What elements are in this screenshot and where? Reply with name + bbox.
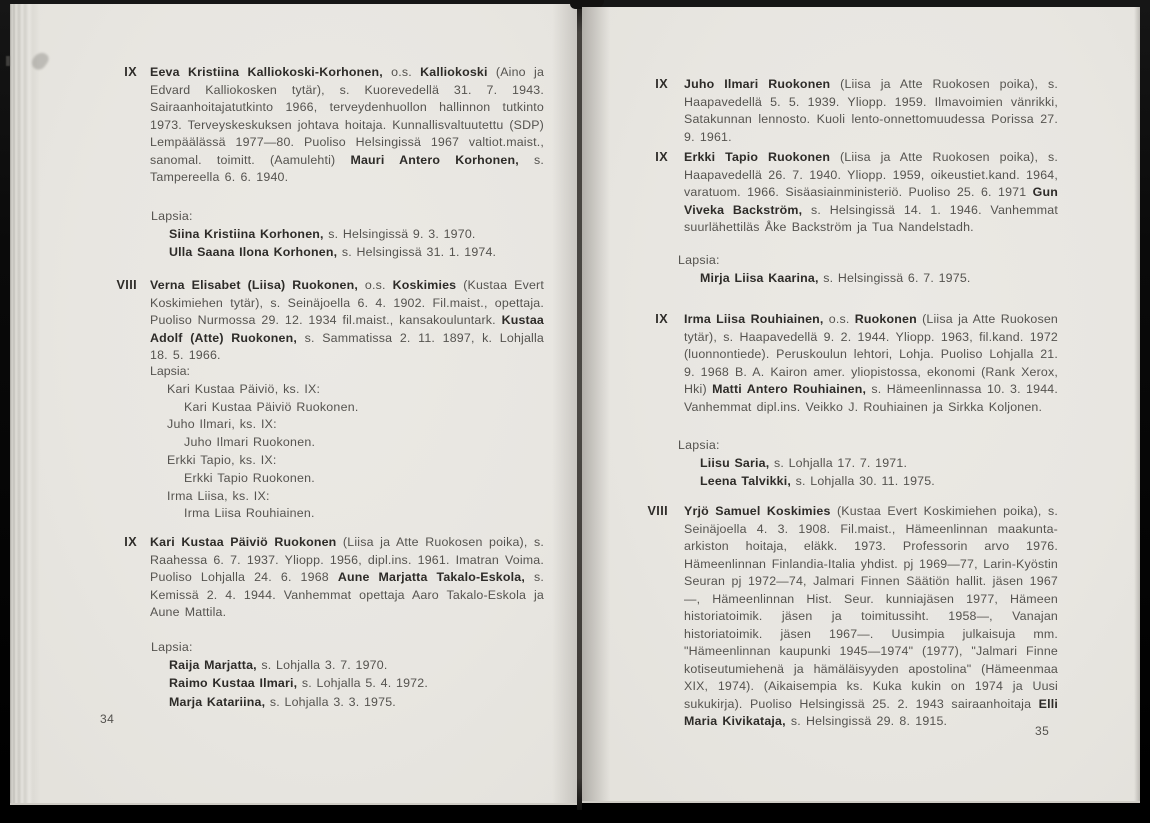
children-reference-section [150,363,554,523]
generation-numeral: IX [655,77,668,91]
entry-paragraph: Yrjö Samuel Koskimies (Kustaa Evert Koskimiehen poika), s. Seinäjoella 4. 3. 1908. Fil.maist., Hämeenlinnan maakunta-arkiston hoitaja, eläkk. 1973. Professorin arvo 1976. Hämeenlinnan Finlandia-Italia yhdist. pj 1969—77, Larin-Kyöstin Seuran pj 1972—74, Jalmari Finnen Säätiön hallit. jäsen 1967—, Hämeenlinnan Hist. Seur. kunniajäsen 1977, Hämeen historiatoimik. jäsen ja toimitussiht. 1958—, Vanajan historiatoimik. jäsen 1967—. Uusimpia julkaisuja mm. "Hämeenlinnan kaupunki 1945—1974" (1977), "Jalmari Finne kotiseutumiehenä ja hämäläisyyden apostolina" (Hämeenmaa XIX, 1974). (Aikaisempia ks. Kuka kukin on 1974 ja Uusi sukukirja). Puoliso Helsingissä 25. 2. 1943 sairaanhoitaja Elli Maria Kivikataja, s. Helsingissä 29. 8. 1915. [684,504,1058,728]
genealogy-entry [642,76,1058,146]
genealogy-entry [642,149,1058,237]
child-entry: Raimo Kustaa Ilmari, s. Lohjalla 5. 4. 1972. [169,676,428,691]
child-reference: Irma Liisa Rouhiainen. [184,506,315,521]
child-entry: Siina Kristiina Korhonen, s. Helsingissä 9. 3. 1970. [169,227,476,241]
entry-paragraph: Kari Kustaa Päiviö Ruokonen (Liisa ja Atte Ruokosen poika), s. Raahessa 6. 7. 1937. Yliopp. 1956, dipl.ins. 1961. Imatran Voima. Puoliso Lohjalla 24. 6. 1968 Aune Marjatta Takalo-Eskola, s. Kemissä 2. 4. 1944. Vanhemmat opettaja Aaro Takalo-Eskola ja Aune Mattila. [150,535,545,619]
generation-numeral: IX [655,312,668,326]
children-section [678,251,1058,287]
genealogy-entry [108,534,544,622]
child-reference: Juho Ilmari, ks. IX: [167,417,277,432]
children-section [678,436,1058,491]
child-entry: Liisu Saria, s. Lohjalla 17. 7. 1971. [700,456,908,470]
child-entry: Raija Marjatta, s. Lohjalla 3. 7. 1970. [169,658,388,672]
child-entry: Mirja Liisa Kaarina, s. Helsingissä 6. 7. 1975. [700,271,971,285]
scan-smudge [29,50,51,73]
entry-paragraph: Juho Ilmari Ruokonen (Liisa ja Atte Ruokosen poika), s. Haapavedellä 5. 5. 1939. Yliopp. 1959. Ilmavoimien vänrikki, Satakunnan lennosto. Kuoli lento-onnettomuudessa Porissa 27. 9. 1961. [684,77,1059,144]
child-entry: Marja Katariina, s. Lohjalla 3. 3. 1975. [169,694,396,709]
entry-paragraph: Erkki Tapio Ruokonen (Liisa ja Atte Ruokosen poika), s. Haapavedellä 26. 7. 1940. Yliopp. 1959, oikeustiet.kand. 1964, varatuom. 1966. Sisäasiainministeriö. Puoliso 25. 6. 1971 Gun Viveka Backström, s. Helsingissä 14. 1. 1946. Vanhemmat suurlähettiläs Åke Backström ja Tua Nandelstadh. [684,150,1058,234]
child-reference: Juho Ilmari Ruokonen. [184,435,316,450]
entry-paragraph: Eeva Kristiina Kalliokoski-Korhonen, o.s. Kalliokoski (Aino ja Edvard Kalliokosken tytär), s. Kuorevedellä 31. 7. 1943. Sairaanhoitajatutkinto 1966, terveydenhuollon hallinnon tutkinto 1973. Terveyskeskuksen johtava hoitaja. Kunnallisvaltuutettu (SDP) Lempäälässä 1977—80. Puoliso Helsingissä 1967 valtiot.maist., sanomal. toimitt. (Aamulehti) Mauri Antero Korhonen, s. Tampereella 6. 6. 1940. [150,65,545,184]
generation-numeral: IX [124,65,137,79]
entry-paragraph: Verna Elisabet (Liisa) Ruokonen, o.s. Koskimies (Kustaa Evert Koskimiehen tytär), s. Seinäjoella 6. 4. 1902. Fil.maist., opettaja. Puoliso Nurmossa 29. 12. 1934 fil.maist., kansakouluntark. Kustaa Adolf (Atte) Ruokonen, s. Sammatissa 2. 11. 1897, k. Lohjalla 18. 5. 1966. [150,278,545,362]
child-reference: Irma Liisa, ks. IX: [167,488,270,503]
genealogy-entry [642,311,1058,416]
page-number-left: 34 [100,712,115,726]
generation-numeral: IX [655,150,668,164]
child-entry: Leena Talvikki, s. Lohjalla 30. 11. 1975. [700,474,935,489]
child-reference: Erkki Tapio Ruokonen. [184,470,315,485]
child-reference: Kari Kustaa Päiviö Ruokonen. [184,399,359,414]
generation-numeral: VIII [116,278,137,292]
generation-numeral: IX [124,535,137,549]
page-right [582,7,1140,803]
children-label: Lapsia: [150,364,190,378]
generation-numeral: VIII [647,504,668,518]
children-label: Lapsia: [678,438,720,452]
genealogy-entry [108,277,544,365]
children-section [151,207,554,262]
child-reference: Kari Kustaa Päiviö, ks. IX: [167,381,321,396]
page-left [10,4,578,805]
entry-paragraph: Irma Liisa Rouhiainen, o.s. Ruokonen (Liisa ja Atte Ruokosen tytär), s. Haapavedellä 9. 2. 1944. Yliopp. 1963, fil.kand. 1972 (luonnontiede). Peruskoulun lehtori, Lohja. Puoliso Lohjalla 21. 9. 1968 B. A. Kairon amer. yliopistossa, ekonomi (Rank Xerox, Hki) Matti Antero Rouhiainen, s. Hämeenlinnassa 10. 3. 1944. Vanhemmat dipl.ins. Veikko J. Rouhiainen ja Sirkka Koljonen. [684,312,1058,414]
scan-mark [6,56,10,66]
child-entry: Ulla Saana Ilona Korhonen, s. Helsingissä 31. 1. 1974. [169,245,497,260]
children-section [151,638,554,711]
children-label: Lapsia: [151,640,193,654]
children-label: Lapsia: [151,209,193,223]
genealogy-entry [108,64,544,187]
child-reference: Erkki Tapio, ks. IX: [167,452,277,467]
page-number-right: 35 [1035,724,1050,738]
children-label: Lapsia: [678,253,720,267]
genealogy-entry [642,503,1058,731]
